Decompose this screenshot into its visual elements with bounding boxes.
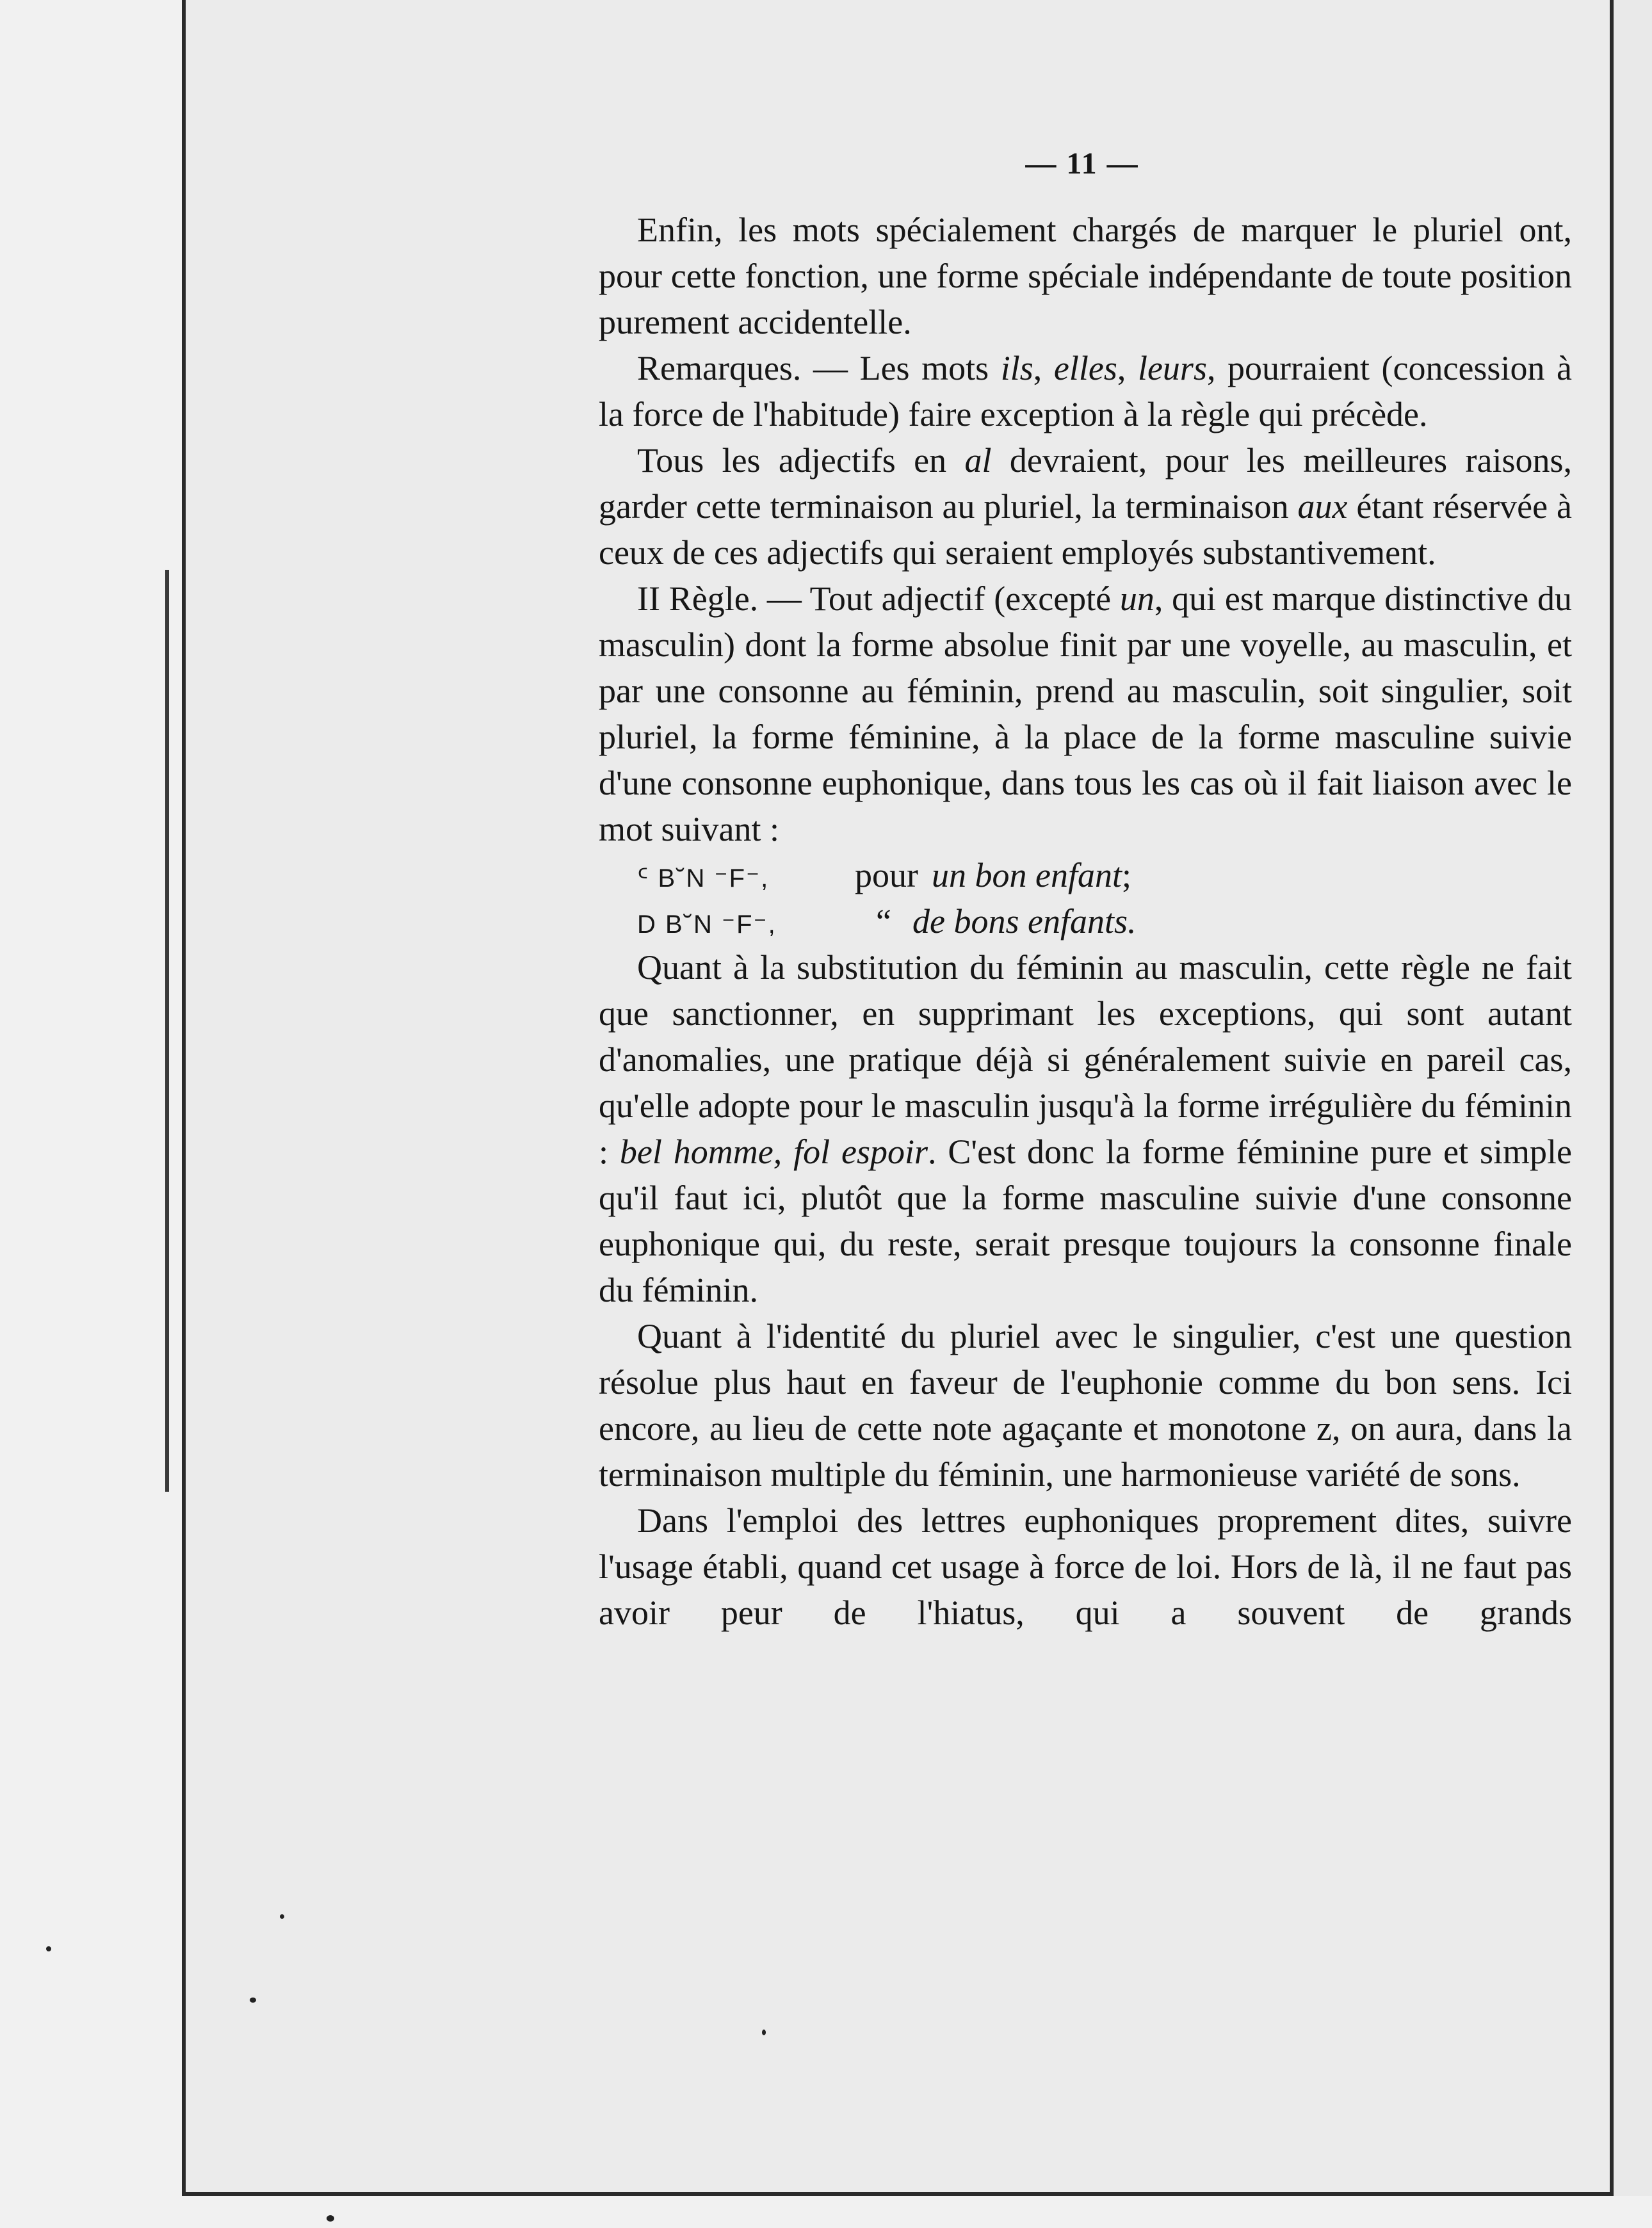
text-run: Tous les adjectifs en [637, 441, 965, 480]
text-run: , pourraient (concession à la force de l'habitude) faire exception à la règle qui précède. [599, 349, 1573, 433]
binding-edge [165, 570, 169, 1492]
text-run: , qui est marque distinctive du masculin) dont la forme absolue finit par une voyelle, au masculin, et par une consonne au féminin, prend au masculin, soit singulier, soit pluriel, la forme féminine, à la place de la forme masculine suivie d'une consonne euphonique, dans tous les cas où il fait liaison avec le mot suivant : [599, 579, 1572, 848]
notation-prefix: pour [855, 856, 918, 894]
paragraphs-before-examples [599, 207, 1572, 852]
phonetic-code: D B˘N ⁻F⁻, [637, 910, 777, 939]
notation-line [599, 898, 1572, 944]
notation-line [599, 852, 1572, 898]
italic-term: ils [1000, 349, 1033, 387]
book-page [186, 0, 1614, 2196]
page-number: — 11 — [1025, 147, 1139, 181]
paragraph [599, 1497, 1572, 1636]
facing-page-margin [0, 0, 186, 2228]
text-run: Dans l'emploi des lettres euphoniques proprement dites, suivre l'usage établi, quand cet usage à force de loi. Hors de là, il ne faut pas avoir peur de l'hiatus, qui a souvent de grands [599, 1501, 1572, 1632]
example-phrase: de bons enfants. [912, 902, 1137, 940]
scan-speck [762, 2030, 766, 2035]
paragraph [599, 944, 1572, 1313]
italic-term: leurs [1137, 349, 1207, 387]
page-body [599, 207, 1572, 1636]
italic-term: elles [1053, 349, 1117, 387]
italic-term: al [964, 441, 992, 480]
text-run: devraient, pour les meilleures raisons, garder cette terminaison au pluriel, la terminaison [599, 441, 1572, 526]
text-run: . C'est donc la forme féminine pure et simple qu'il faut ici, plutôt que la forme masculine suivie d'une consonne euphonique qui, du reste, serait presque toujours la consonne finale du féminin. [599, 1133, 1572, 1309]
text-run: Remarques. — Les mots [637, 349, 1001, 387]
scan-speck [46, 1946, 51, 1951]
bottom-margin [0, 2196, 1652, 2228]
italic-term: un [1119, 579, 1154, 618]
italic-term: aux [1297, 487, 1348, 526]
scan-speck [280, 1914, 284, 1919]
paragraph [599, 576, 1572, 852]
scan-speck [327, 2215, 334, 2222]
text-run: , [1033, 349, 1054, 387]
paragraph [599, 437, 1572, 576]
text-run: Quant à la substitution du féminin au masculin, cette règle ne fait que sanctionner, en supprimant les exceptions, qui sont autant d'anomalies, une pratique déjà si généralement suivie en pareil cas, qu'elle adopte pour le masculin jusqu'à la forme irrégulière du féminin : [599, 948, 1572, 1171]
paragraph [599, 1313, 1572, 1497]
paragraph [599, 207, 1572, 345]
text-run: Quant à l'identité du pluriel avec le singulier, c'est une question résolue plus haut en faveur de l'euphonie comme du bon sens. Ici encore, au lieu de cette note agaçante et monotone z, on aura, dans la terminaison multiple du féminin, une harmonieuse variété de sons. [599, 1317, 1572, 1494]
example-phrase: un bon enfant [932, 856, 1122, 894]
text-run: étant réservée à ceux de ces adjectifs qui seraient employés substantivement. [599, 487, 1572, 572]
scan-speck [250, 1998, 256, 2003]
text-run: Enfin, les mots spécialement chargés de marquer le pluriel ont, pour cette fonction, une forme spéciale indépendante de toute position purement accidentelle. [599, 211, 1572, 341]
paragraphs-after-examples [599, 944, 1572, 1636]
phonetic-code: ᑦ B˘N ⁻F⁻, [637, 864, 770, 892]
text-run: II Règle. — Tout adjectif (excepté [637, 579, 1120, 618]
ditto-mark: “ [876, 902, 891, 940]
paragraph [599, 345, 1572, 437]
notation-examples [599, 852, 1572, 944]
text-run: , [1117, 349, 1138, 387]
italic-term: bel homme, fol espoir [619, 1133, 928, 1171]
notation-suffix: ; [1121, 856, 1131, 894]
